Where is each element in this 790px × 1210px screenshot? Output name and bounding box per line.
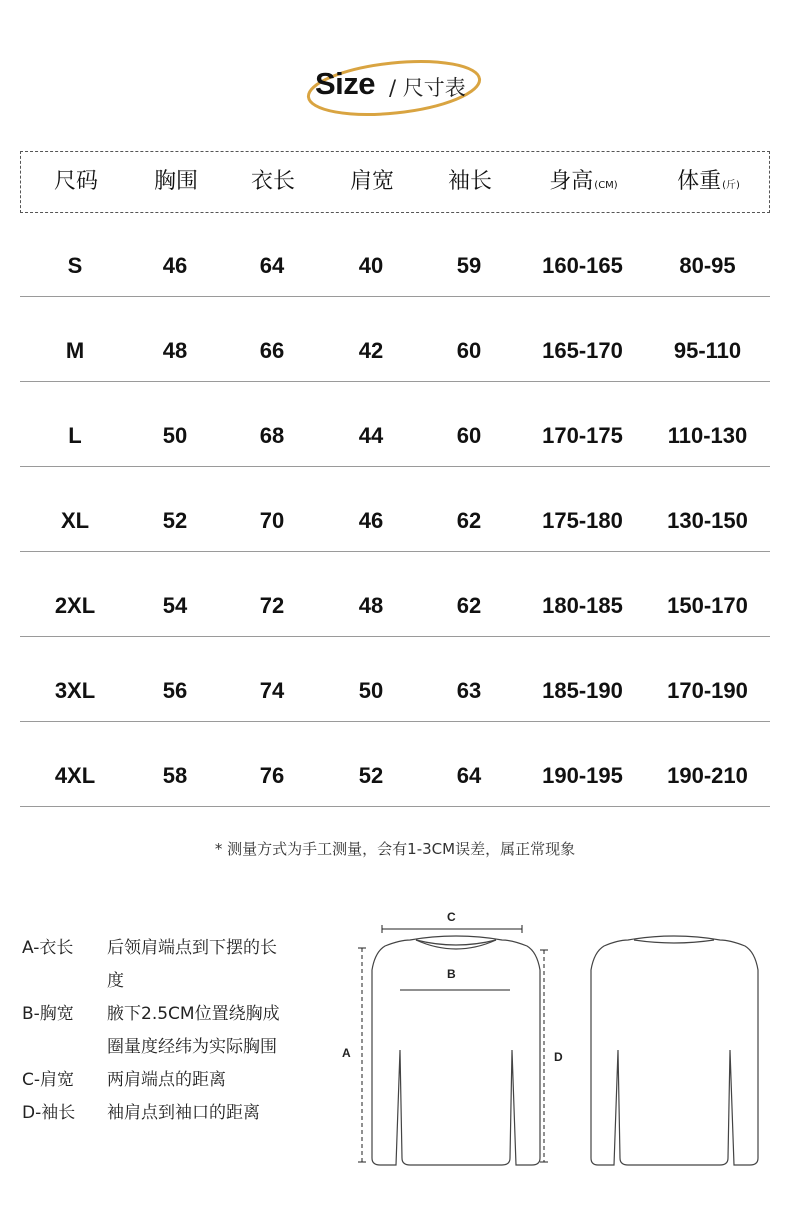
legend-item bbox=[22, 1097, 322, 1130]
legend-item bbox=[22, 932, 322, 998]
legend-key: A-衣长 bbox=[22, 938, 74, 958]
cell-sleeve: 60 bbox=[456, 423, 482, 448]
cell-height: 165-170 bbox=[542, 338, 623, 363]
cell-shoulder: 44 bbox=[358, 423, 384, 448]
back-collar bbox=[634, 940, 714, 943]
legend-item bbox=[22, 1064, 322, 1097]
page-subtitle: / 尺寸表 bbox=[389, 76, 466, 100]
table-row bbox=[20, 297, 770, 382]
table-row bbox=[20, 552, 770, 637]
cell-length: 66 bbox=[259, 338, 285, 363]
cell-shoulder: 48 bbox=[358, 593, 384, 618]
title-block bbox=[0, 52, 790, 122]
header-sleeve: 袖长 bbox=[447, 169, 492, 194]
table-row bbox=[20, 722, 770, 807]
cell-weight: 190-210 bbox=[667, 763, 748, 788]
cell-chest: 52 bbox=[162, 508, 188, 533]
cell-size: 3XL bbox=[54, 678, 96, 703]
cell-chest: 56 bbox=[162, 678, 188, 703]
cell-weight: 110-130 bbox=[667, 423, 748, 448]
back-shirt-outline bbox=[591, 936, 758, 1165]
table-row bbox=[20, 637, 770, 722]
cell-height: 180-185 bbox=[542, 593, 623, 618]
table-header bbox=[20, 151, 770, 213]
page-title: Size bbox=[315, 66, 376, 101]
legend-text: 后领肩端点到下摆的长度 bbox=[107, 938, 277, 991]
cell-weight: 130-150 bbox=[667, 508, 748, 533]
cell-height: 185-190 bbox=[542, 678, 623, 703]
cell-sleeve: 63 bbox=[456, 678, 482, 703]
cell-sleeve: 62 bbox=[456, 593, 482, 618]
cell-length: 70 bbox=[259, 508, 285, 533]
cell-length: 76 bbox=[259, 763, 285, 788]
legend-key: B-胸宽 bbox=[22, 1004, 74, 1024]
cell-chest: 50 bbox=[162, 423, 188, 448]
table-row bbox=[20, 212, 770, 297]
shirt-measurement-diagram bbox=[330, 900, 770, 1180]
cell-sleeve: 64 bbox=[456, 763, 482, 788]
cell-weight: 170-190 bbox=[667, 678, 748, 703]
cell-shoulder: 50 bbox=[358, 678, 384, 703]
legend-key: C-肩宽 bbox=[22, 1070, 75, 1090]
table-row bbox=[20, 467, 770, 552]
cell-length: 68 bbox=[259, 423, 285, 448]
cell-weight: 150-170 bbox=[667, 593, 748, 618]
cell-size: M bbox=[65, 338, 85, 363]
cell-length: 74 bbox=[259, 678, 285, 703]
legend-item bbox=[22, 998, 322, 1064]
cell-size: 2XL bbox=[54, 593, 96, 618]
diagram-label-b: B bbox=[447, 967, 456, 981]
cell-shoulder: 46 bbox=[358, 508, 384, 533]
cell-height: 175-180 bbox=[542, 508, 623, 533]
diagram-label-a: A bbox=[342, 1046, 351, 1060]
header-shoulder: 肩宽 bbox=[349, 169, 394, 194]
diagram-label-c: C bbox=[447, 910, 456, 924]
header-chest: 胸围 bbox=[153, 169, 198, 194]
cell-weight: 80-95 bbox=[679, 253, 736, 278]
cell-size: S bbox=[67, 253, 83, 278]
cell-shoulder: 40 bbox=[358, 253, 384, 278]
legend-text: 袖肩点到袖口的距离 bbox=[107, 1103, 260, 1123]
cell-height: 170-175 bbox=[542, 423, 623, 448]
cell-shoulder: 52 bbox=[358, 763, 384, 788]
cell-chest: 54 bbox=[162, 593, 188, 618]
cell-weight: 95-110 bbox=[673, 338, 742, 363]
diagram-label-d: D bbox=[554, 1050, 563, 1064]
cell-size: XL bbox=[60, 508, 90, 533]
cell-size: L bbox=[68, 423, 82, 448]
cell-height: 160-165 bbox=[542, 253, 623, 278]
cell-size: 4XL bbox=[54, 763, 96, 788]
header-size: 尺码 bbox=[53, 169, 98, 194]
cell-chest: 48 bbox=[162, 338, 188, 363]
cell-sleeve: 59 bbox=[456, 253, 482, 278]
cell-chest: 46 bbox=[162, 253, 188, 278]
measurement-legend bbox=[22, 932, 322, 1130]
cell-length: 72 bbox=[259, 593, 285, 618]
legend-text: 两肩端点的距离 bbox=[107, 1070, 226, 1090]
cell-sleeve: 62 bbox=[456, 508, 482, 533]
header-weight: 体重(斤) bbox=[677, 169, 740, 194]
measurement-note: * 测量方式为手工测量，会有1-3CM误差，属正常现象 bbox=[214, 840, 576, 858]
front-shirt-outline bbox=[372, 936, 540, 1165]
cell-shoulder: 42 bbox=[358, 338, 384, 363]
legend-text: 腋下2.5CM位置绕胸成圈量度经纬为实际胸围 bbox=[107, 1004, 280, 1057]
legend-key: D-袖长 bbox=[22, 1103, 76, 1123]
size-table bbox=[20, 212, 770, 807]
cell-length: 64 bbox=[259, 253, 285, 278]
table-row bbox=[20, 382, 770, 467]
cell-height: 190-195 bbox=[542, 763, 623, 788]
cell-sleeve: 60 bbox=[456, 338, 482, 363]
header-length: 衣长 bbox=[250, 169, 295, 194]
cell-chest: 58 bbox=[162, 763, 188, 788]
header-height: 身高(CM) bbox=[549, 169, 618, 194]
